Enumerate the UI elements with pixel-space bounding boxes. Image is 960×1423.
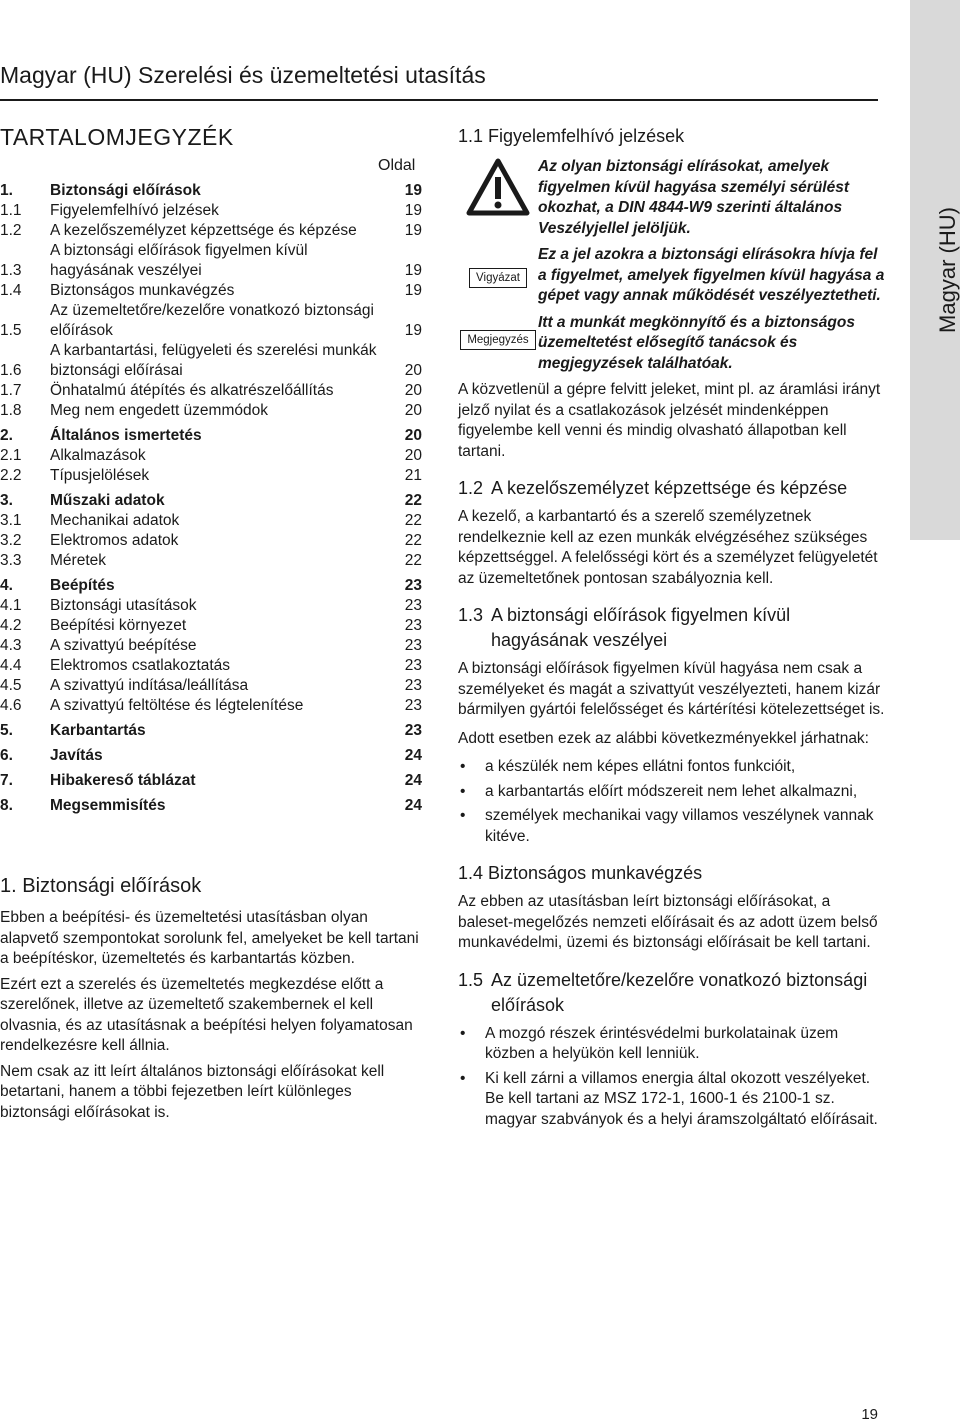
toc-entry <box>0 241 422 281</box>
toc-entry-page: 19 <box>404 222 422 239</box>
list-item: • Ki kell zárni a villamos energia által okozott veszélyeket. Be kell tartani az MSZ 172-1, 1600-1 és 2100-1 sz. magyar szabványok és a helyi áramszolgáltató előírásait. <box>458 1069 888 1131</box>
toc-entry-page: 20 <box>404 427 422 444</box>
toc-entry-number: 1.5 <box>0 322 22 339</box>
toc-entry <box>0 616 422 636</box>
toc-entry-page: 23 <box>404 577 422 594</box>
toc-entry <box>0 201 422 221</box>
list-item: • a karbantartás előírt módszereit nem lehet alkalmazni, <box>458 782 888 803</box>
toc-entry-page: 23 <box>404 657 422 674</box>
section-1-paragraph: Ezért ezt a szerelés és üzemeltetés megkezdése előtt a szerelőnek, illetve az üzemeltető szakembernek el kell olvasnia, és az utasításnak a beépítési helyen folyamatosan rendelkezésre kell állnia. <box>0 975 413 1054</box>
section-1-5-title: Az üzemeltetőre/kezelőre vonatkozó biztonsági előírások <box>491 969 868 1015</box>
toc-entry-title: Általános ismertetés <box>50 427 202 444</box>
toc-entry <box>0 596 422 616</box>
section-1-title: 1. Biztonsági előírások <box>0 875 202 897</box>
toc-entry-page: 24 <box>404 772 422 789</box>
toc-entry-title: Elektromos adatok <box>50 532 179 549</box>
toc-entry-number: 1.3 <box>0 262 22 279</box>
caution-label-box: Vigyázat <box>469 268 527 288</box>
section-1-2-number: 1.2 <box>458 478 484 498</box>
caution-notice <box>458 245 888 307</box>
section-1-paragraph: Nem csak az itt leírt általános biztonsági előírásokat kell betartani, hanem a többi fejezetben leírt különleges biztonsági előírásokat is. <box>0 1062 385 1121</box>
toc-entry-title: Figyelemfelhívó jelzések <box>50 202 219 219</box>
toc-entry <box>0 576 422 596</box>
toc-entry-number: 4.3 <box>0 637 22 654</box>
page-number: 19 <box>861 1406 878 1423</box>
danger-notice-text: Az olyan biztonsági elírásokat, amelyek figyelmen kívül hagyása személyi sérülést okozhat, a DIN 4844-W9 szerinti általános Veszélyjellel jelöljük. <box>538 158 850 237</box>
toc-entry-title: Típusjelölések <box>50 467 150 484</box>
language-side-tab <box>910 0 960 540</box>
toc-entry <box>0 301 422 341</box>
toc-entry-number: 1.7 <box>0 382 22 399</box>
section-1-3-number: 1.3 <box>458 605 484 625</box>
toc-entry-number: 3.1 <box>0 512 22 529</box>
toc-entry-title: A szivattyú feltöltése és légtelenítése <box>50 697 304 714</box>
toc-entry <box>0 636 422 656</box>
toc-entry-number: 4.5 <box>0 677 22 694</box>
toc-entry-page: 23 <box>404 697 422 714</box>
section-1-3-paragraph: A biztonsági előírások figyelmen kívül hagyása nem csak a személyeket és magát a szivattyút veszélyezteti, hanem kizár bármilyen gyártói felelősséget és kártérítési kötelezettséget is. <box>458 660 885 718</box>
toc-entry-page: 23 <box>404 677 422 694</box>
toc-entry <box>0 796 422 816</box>
toc-entry-number: 4.4 <box>0 657 22 674</box>
toc-entry-page: 22 <box>404 512 422 529</box>
toc-entry-number: 6. <box>0 747 13 764</box>
toc-entry-title: Önhatalmú átépítés és alkatrészelőállítás <box>50 382 334 399</box>
section-1-3-list <box>458 757 888 847</box>
toc-entry-page: 19 <box>404 182 422 199</box>
list-item: • a készülék nem képes ellátni fontos funkcióit, <box>458 757 888 778</box>
section-1-5-number: 1.5 <box>458 969 484 990</box>
toc-entry <box>0 466 422 486</box>
list-item: • A mozgó részek érintésvédelmi burkolatainak üzem közben a helyükön kell lenniük. <box>458 1024 888 1065</box>
toc-entry-page: 20 <box>404 362 422 379</box>
toc-entry <box>0 531 422 551</box>
toc-entry-page: 19 <box>404 322 422 339</box>
toc-entry <box>0 696 422 716</box>
section-1-4-paragraph: Az ebben az utasításban leírt biztonsági előírásokat, a baleset-megelőzés nemzeti előírásait és az adott üzem belső munkavédelmi, üzemi és biztonsági előírásait be kell tartani. <box>458 893 878 951</box>
toc-entry <box>0 221 422 241</box>
section-1-2-title: A kezelőszemélyzet képzettsége és képzése <box>491 478 848 498</box>
toc-entry-title: Beépítési környezet <box>50 617 187 634</box>
section-1-3-heading <box>458 603 888 653</box>
toc-entry-title: Műszaki adatok <box>50 492 165 509</box>
toc-entry-title: Javítás <box>50 747 103 764</box>
side-tab-label: Magyar (HU) <box>935 207 960 333</box>
right-column <box>458 124 888 1138</box>
toc-entry <box>0 511 422 531</box>
toc-entry-number: 2.2 <box>0 467 22 484</box>
toc-entry-title: A kezelőszemélyzet képzettsége és képzése <box>50 222 357 239</box>
toc-entry-page: 22 <box>404 492 422 509</box>
toc-entry-page: 20 <box>404 447 422 464</box>
section-1-1-title: 1.1 Figyelemfelhívó jelzések <box>458 126 685 146</box>
toc-entry <box>0 281 422 301</box>
toc-entry-page: 23 <box>404 597 422 614</box>
document-header-title: Magyar (HU) Szerelési és üzemeltetési utasítás <box>0 62 486 88</box>
toc-entry-number: 3.3 <box>0 552 22 569</box>
danger-notice <box>458 157 888 239</box>
section-1-body <box>0 908 420 1128</box>
toc-entry-number: 4. <box>0 577 13 594</box>
toc-entry-title: Megsemmisítés <box>50 797 166 814</box>
toc-entry-title: Hibakereső táblázat <box>50 772 196 789</box>
toc-entry-title: Méretek <box>50 552 106 569</box>
toc-entry-title: A szivattyú indítása/leállítása <box>50 677 249 694</box>
toc-entry <box>0 771 422 791</box>
toc-entry-title: Biztonságos munkavégzés <box>50 282 235 299</box>
toc-entry-page: 19 <box>404 282 422 299</box>
toc-entry-title: Alkalmazások <box>50 447 146 464</box>
toc-entry-page: 24 <box>404 797 422 814</box>
toc-entry-title: Karbantartás <box>50 722 146 739</box>
table-of-contents <box>0 181 422 816</box>
toc-entry-number: 1. <box>0 182 13 199</box>
caution-notice-text: Ez a jel azokra a biztonsági elírásokra hívja fel a figyelmet, amelyek figyelmen kívül hagyása a gépet vagy annak működését veszélyeztetheti. <box>538 246 885 304</box>
toc-entry-number: 1.1 <box>0 202 22 219</box>
toc-entry-number: 8. <box>0 797 13 814</box>
toc-entry-title: Elektromos csatlakoztatás <box>50 657 231 674</box>
toc-entry <box>0 676 422 696</box>
toc-entry-page: 20 <box>404 402 422 419</box>
note-label-box: Megjegyzés <box>460 330 535 350</box>
toc-entry-title: A karbantartási, felügyeleti és szerelési munkák biztonsági előírásai <box>50 342 377 379</box>
toc-entry-title: A szivattyú beépítése <box>50 637 197 654</box>
section-1-4-title: 1.4 Biztonságos munkavégzés <box>458 863 703 883</box>
section-1-2-heading <box>458 476 888 501</box>
section-1-5-list <box>458 1024 888 1131</box>
toc-entry-number: 3.2 <box>0 532 22 549</box>
toc-entry <box>0 551 422 571</box>
toc-entry-title: Meg nem engedett üzemmódok <box>50 402 268 419</box>
toc-entry <box>0 721 422 741</box>
toc-entry-title: Az üzemeltetőre/kezelőre vonatkozó biztonsági előírások <box>50 302 374 339</box>
toc-entry <box>0 426 422 446</box>
toc-entry-page: 21 <box>404 467 422 484</box>
toc-entry <box>0 491 422 511</box>
toc-entry-page: 22 <box>404 552 422 569</box>
toc-entry <box>0 446 422 466</box>
toc-entry <box>0 381 422 401</box>
toc-entry-number: 4.2 <box>0 617 22 634</box>
toc-entry <box>0 746 422 766</box>
note-notice-text: Itt a munkát megkönnyítő és a biztonságos üzemeltetést elősegítő tanácsok és megjegyzések találhatóak. <box>538 313 855 372</box>
toc-entry-number: 2. <box>0 427 13 444</box>
list-item: • személyek mechanikai vagy villamos veszélynek vannak kitéve. <box>458 806 888 847</box>
toc-entry-number: 4.6 <box>0 697 22 714</box>
note-notice <box>458 313 888 375</box>
toc-entry <box>0 656 422 676</box>
section-1-1-paragraph: A közvetlenül a gépre felvitt jeleket, mint pl. az áramlási irányt jelző nyilat és a csatlakozások jelzését mindenképpen figyelembe kell venni és mindig olvasható állapotban kell tartani. <box>458 381 881 460</box>
section-1-5-heading <box>458 968 888 1018</box>
toc-entry-page: 19 <box>404 262 422 279</box>
toc-entry-page: 20 <box>404 382 422 399</box>
toc-entry-number: 4.1 <box>0 597 22 614</box>
toc-entry-number: 1.4 <box>0 282 22 299</box>
toc-entry-number: 2.1 <box>0 447 22 464</box>
toc-entry-title: Biztonsági előírások <box>50 182 201 199</box>
toc-entry <box>0 401 422 421</box>
section-1-3-title: A biztonsági előírások figyelmen kívül hagyásának veszélyei <box>491 605 791 650</box>
section-1-paragraph: Ebben a beépítési- és üzemeltetési utasításban olyan alapvető szempontokat sorolunk fel, amelyeket be kell tartani a beépítéskor, üzemeltetés és karbantartás közben. <box>0 909 419 967</box>
toc-entry-title: A biztonsági előírások figyelmen kívül hagyásának veszélyei <box>50 242 308 279</box>
toc-entry <box>0 341 422 381</box>
toc-entry-title: Biztonsági utasítások <box>50 597 197 614</box>
toc-entry-title: Mechanikai adatok <box>50 512 180 529</box>
header-rule <box>0 99 878 101</box>
toc-entry-page: 23 <box>404 637 422 654</box>
toc-page-column-label: Oldal <box>378 157 416 174</box>
toc-entry-number: 1.6 <box>0 362 22 379</box>
section-1-2-paragraph: A kezelő, a karbantartó és a szerelő személyzetnek rendelkeznie kell az ezen munkák elvégzéséhez szükséges képzettséggel. A felelősségi kört és a személyzet felügyeletét az üzemeltetőnek pontosan szabályoznia kell. <box>458 508 878 587</box>
section-1-3-paragraph: Adott esetben ezek az alábbi következményekkel járhatnak: <box>458 729 869 747</box>
toc-title: TARTALOMJEGYZÉK <box>0 124 234 150</box>
toc-entry-number: 3. <box>0 492 13 509</box>
toc-entry-number: 1.2 <box>0 222 22 239</box>
toc-entry-page: 23 <box>404 617 422 634</box>
toc-entry-title: Beépítés <box>50 577 115 594</box>
toc-entry-page: 24 <box>404 747 422 764</box>
toc-entry-page: 22 <box>404 532 422 549</box>
toc-entry-number: 5. <box>0 722 13 739</box>
toc-entry-page: 19 <box>404 202 422 219</box>
toc-entry-number: 1.8 <box>0 402 22 419</box>
warning-triangle-icon <box>458 157 538 217</box>
toc-entry-page: 23 <box>404 722 422 739</box>
toc-entry <box>0 181 422 201</box>
toc-entry-number: 7. <box>0 772 13 789</box>
